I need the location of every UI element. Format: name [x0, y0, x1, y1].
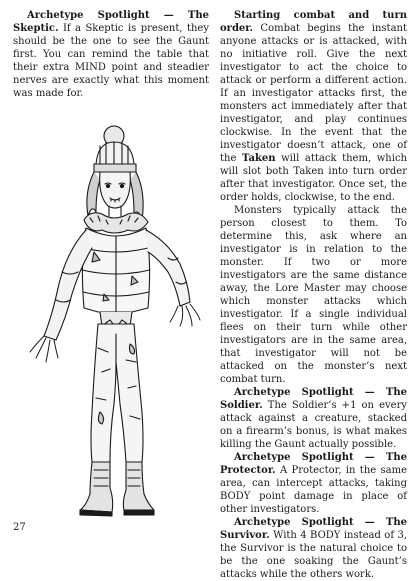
paragraph-survivor-spotlight [220, 516, 407, 581]
taken-emphasis: Taken [241, 153, 276, 164]
paragraph-text: With 4 BODY instead of 3, the Survivor is the natural choice to be the one soaking the Gaunt’s attacks while the others work. [220, 530, 407, 580]
paragraph-text-part: will attack them, which will slot both Taken into turn order after that investigator. Once set, the order holds, clockwise, to the end. [220, 153, 407, 203]
paragraph-text-part: Combat begins the instant anyone attacks or is attacked, with no initiative roll. Give the next investigator to act the choice to attack or perform a different action. If an investigator attacks first, the monsters act immediately after that investigator, and play continues clockwise. In the event that the investigator doesn’t attack, one of the [220, 23, 407, 164]
paragraph-monster-targeting [220, 204, 407, 386]
paragraph-heading: Archetype Spotlight — The Skeptic. [13, 10, 209, 34]
paragraph-text: The Soldier’s +1 on every attack against a creature, stacked on a firearm’s bonus, is what makes killing the Gaunt actually possible. [220, 400, 407, 450]
paragraph-heading: Archetype Spotlight — The Protector. [220, 452, 407, 476]
right-column [220, 9, 407, 581]
paragraph-heading: Starting combat and turn order. [220, 10, 407, 34]
paragraph-starting-combat [220, 9, 407, 204]
paragraph-protector-spotlight [220, 451, 407, 516]
paragraph-soldier-spotlight [220, 386, 407, 451]
paragraph-skeptic-spotlight [13, 9, 209, 100]
paragraph-heading: Archetype Spotlight — The Soldier. [220, 387, 407, 411]
paragraph-heading: Archetype Spotlight — The Survivor. [220, 517, 407, 541]
zombie-woman-illustration [10, 112, 206, 522]
paragraph-text: A Protector, in the same area, can intercept attacks, taking BODY point damage in place of other investigators. [220, 465, 407, 515]
paragraph-text: Monsters typically attack the person closest to them. To determine this, ask where an investigator is in relation to the monster. If two or more investigators are the same distance away, the Lore Master may choose which monster attacks which investigator. If a single individual flees on their turn while other investigators are in the same area, that investigator will not be attacked on the monster’s next combat turn. [220, 205, 407, 385]
left-column [13, 9, 209, 100]
page-number: 27 [13, 522, 26, 533]
paragraph-text: If a Skeptic is present, they should be the one to see the Gaunt first. You can remind the table that their extra MIND point and steadier nerves are exactly what this moment was made for. [13, 23, 209, 99]
